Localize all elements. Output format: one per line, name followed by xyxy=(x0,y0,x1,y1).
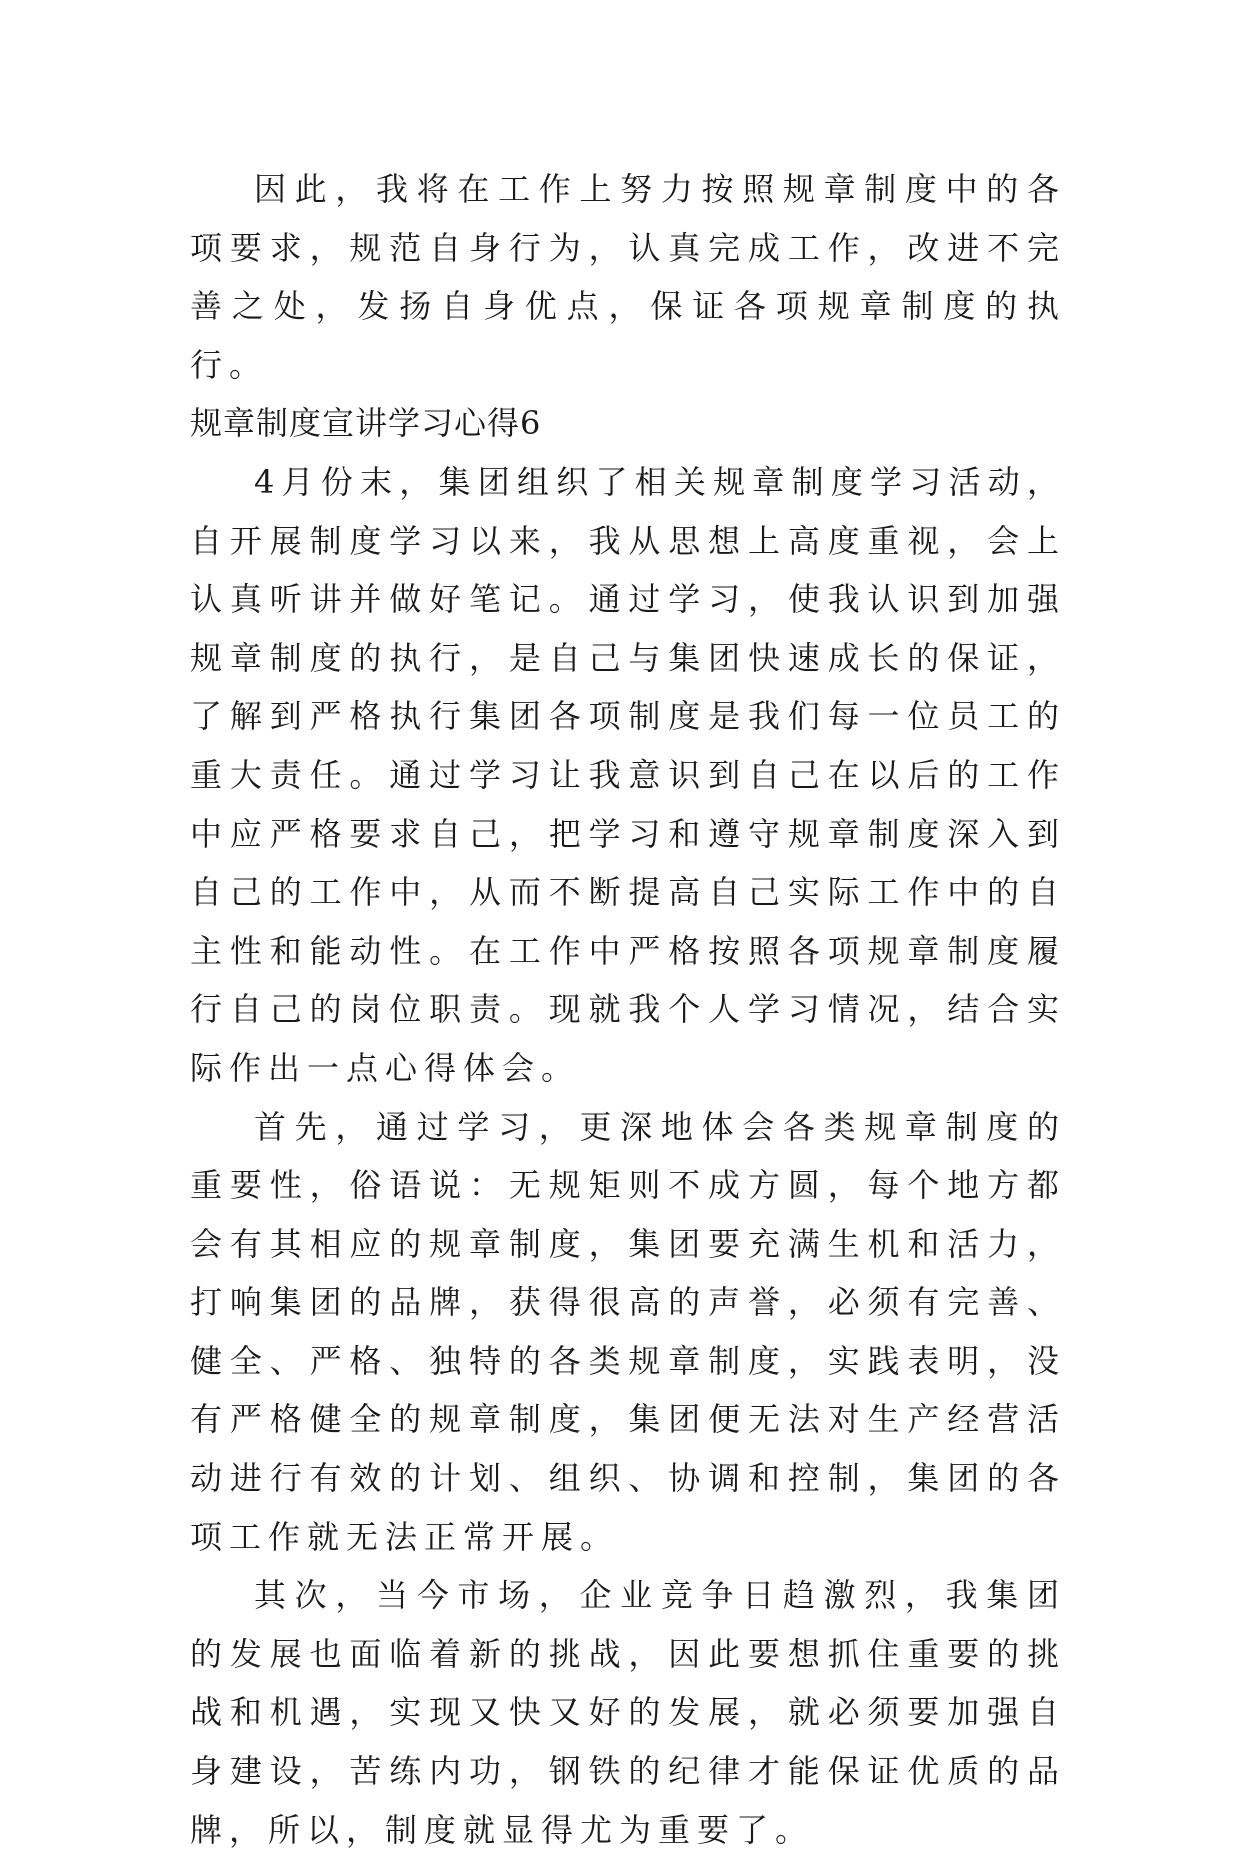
paragraph-2: 首先，通过学习，更深地体会各类规章制度的重要性，俗语说：无规矩则不成方圆，每个地方都会有其相应的规章制度，集团要充满生机和活力，打响集团的品牌，获得很高的声誉，必须有完善、健全、严格、独特的各类规章制度，实践表明，没有严格健全的规章制度，集团便无法对生产经营活动进行有效的计划、组织、协调和控制，集团的各项工作就无法正常开展。 xyxy=(190,1107,1066,1556)
section-heading: 规章制度宣讲学习心得6 xyxy=(190,404,542,443)
paragraph-intro: 因此，我将在工作上努力按照规章制度中的各项要求，规范自身行为，认真完成工作，改进不完善之处，发扬自身优点，保证各项规章制度的执行。 xyxy=(190,170,1066,384)
document-body xyxy=(190,160,1066,1859)
paragraph-3: 其次，当今市场，企业竞争日趋激烈，我集团的发展也面临着新的挑战，因此要想抓住重要的挑战和机遇，实现又快又好的发展，就必须要加强自身建设，苦练内功，钢铁的纪律才能保证优质的品牌，所以，制度就显得尤为重要了。 xyxy=(190,1576,1066,1849)
paragraph-1: 4月份末，集团组织了相关规章制度学习活动，自开展制度学习以来，我从思想上高度重视，会上认真听讲并做好笔记。通过学习，使我认识到加强规章制度的执行，是自己与集团快速成长的保证，了解到严格执行集团各项制度是我们每一位员工的重大责任。通过学习让我意识到自己在以后的工作中应严格要求自己，把学习和遵守规章制度深入到自己的工作中，从而不断提高自己实际工作中的自主性和能动性。在工作中严格按照各项规章制度履行自己的岗位职责。现就我个人学习情况，结合实际作出一点心得体会。 xyxy=(190,462,1066,1087)
